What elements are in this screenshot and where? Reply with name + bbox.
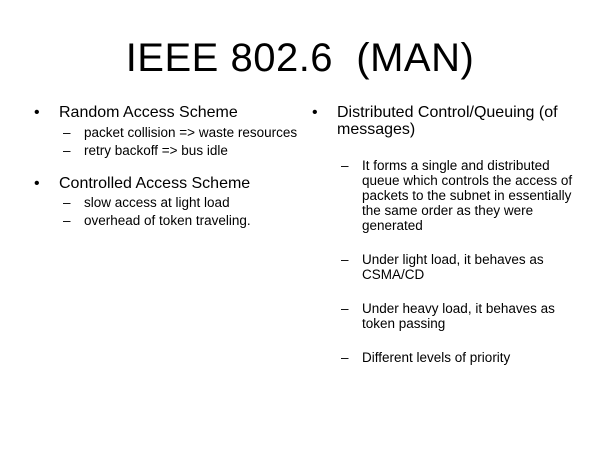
bullet-dot: • xyxy=(312,104,318,121)
bullet-text: Controlled Access Scheme xyxy=(59,175,251,192)
left-column xyxy=(34,104,304,228)
sub-dash: – xyxy=(63,213,71,228)
subitem-light-load xyxy=(312,252,582,282)
subitem-retry-backoff xyxy=(34,143,304,158)
bullet-distributed-control xyxy=(312,104,582,138)
subitem-overhead-token xyxy=(34,213,304,228)
bullet-dot: • xyxy=(34,175,40,192)
subitem-text: Different levels of priority xyxy=(362,350,511,365)
subitem-text: packet collision => waste resources xyxy=(84,125,298,140)
subitem-packet-collision xyxy=(34,125,304,140)
subitem-slow-access xyxy=(34,195,304,210)
sub-dash: – xyxy=(341,252,349,267)
subitem-text: Under light load, it behaves as CSMA/CD xyxy=(362,252,544,282)
sub-dash: – xyxy=(63,195,71,210)
subitem-text: It forms a single and distributed queue which controls the access of packets to the subnet in essentially the same order as they were generated xyxy=(362,158,573,233)
sub-dash: – xyxy=(341,158,349,173)
subitem-text: Under heavy load, it behaves as token passing xyxy=(362,301,555,331)
subitem-text: retry backoff => bus idle xyxy=(84,143,228,158)
bullet-dot: • xyxy=(34,104,40,121)
slide-title: IEEE 802.6 (MAN) xyxy=(125,36,475,80)
right-column xyxy=(312,104,582,365)
subitem-heavy-load xyxy=(312,301,582,331)
subitem-text: overhead of token traveling. xyxy=(84,213,251,228)
subitem-single-queue xyxy=(312,158,582,233)
sub-dash: – xyxy=(63,125,71,140)
bullet-controlled-access xyxy=(34,175,304,192)
subitem-priority-levels xyxy=(312,350,582,365)
bullet-text: Random Access Scheme xyxy=(59,104,238,121)
sub-dash: – xyxy=(341,350,349,365)
sub-dash: – xyxy=(63,143,71,158)
bullet-text: Distributed Control/Queuing (of messages) xyxy=(337,104,558,138)
sub-dash: – xyxy=(341,301,349,316)
bullet-random-access xyxy=(34,104,304,121)
subitem-text: slow access at light load xyxy=(84,195,230,210)
